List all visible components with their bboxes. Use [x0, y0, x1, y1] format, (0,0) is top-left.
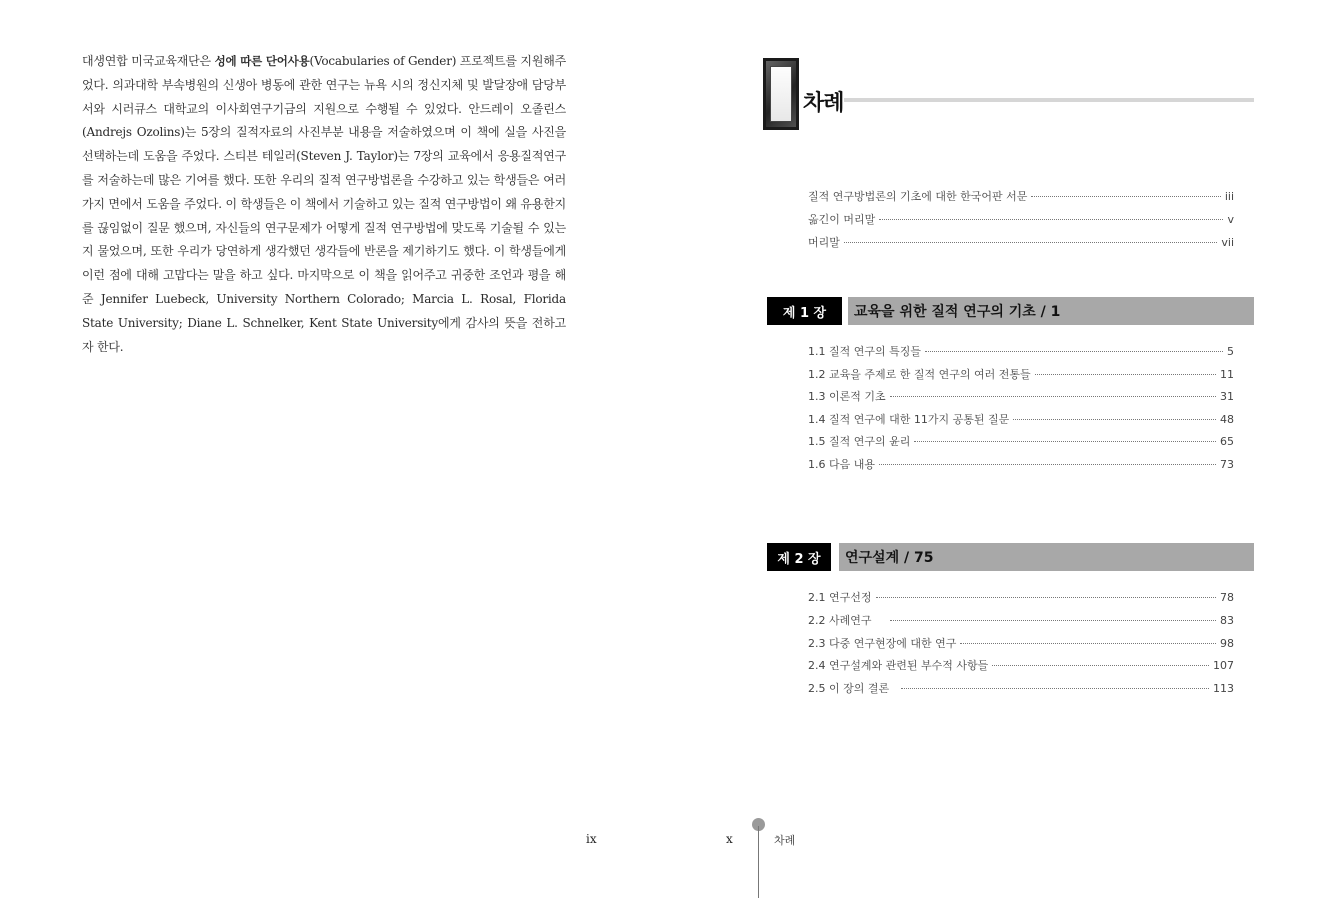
toc-entry-page: 65	[1220, 435, 1234, 448]
acknowledgements-paragraph	[82, 50, 566, 359]
toc-entry-label: 질적 연구방법론의 기초에 대한 한국어판 서문	[808, 190, 1028, 203]
toc-entry-label: 2.2 사례연구	[808, 614, 872, 627]
toc-entry[interactable]	[808, 366, 1234, 382]
toc-entry[interactable]	[808, 456, 1234, 472]
acknowledgements-text	[82, 50, 566, 359]
toc-entry-label: 1.1 질적 연구의 특징들	[808, 345, 921, 358]
toc-entry[interactable]	[808, 635, 1234, 651]
page-number-right: x	[726, 832, 733, 846]
toc-entry-label: 옮긴이 머리말	[808, 213, 876, 226]
leader-dots	[879, 464, 1216, 465]
chapter-number: 제 2 장	[767, 543, 831, 571]
toc-entry-page: 78	[1220, 591, 1234, 604]
toc-entry-page: 107	[1213, 659, 1234, 672]
leader-dots	[1013, 419, 1216, 420]
toc-entry[interactable]	[808, 657, 1234, 673]
leader-dots	[960, 643, 1216, 644]
toc-entry-page: 98	[1220, 637, 1234, 650]
toc-entry[interactable]	[808, 211, 1234, 227]
toc-entry-label: 2.1 연구선정	[808, 591, 872, 604]
toc-entry-label: 2.3 다중 연구현장에 대한 연구	[808, 637, 957, 650]
toc-entry-page: iii	[1224, 190, 1234, 203]
toc-title-rule	[844, 98, 1254, 102]
leader-dots	[890, 396, 1216, 397]
footer-vertical-rule	[758, 826, 759, 898]
toc-entry[interactable]	[808, 433, 1234, 449]
toc-entry-page: 73	[1220, 458, 1234, 471]
leader-dots	[914, 441, 1216, 442]
leader-dots	[890, 620, 1217, 621]
toc-entry[interactable]	[808, 234, 1234, 250]
text-segment-1: 대생연합 미국교육재단은	[82, 54, 215, 68]
toc-entry[interactable]	[808, 680, 1234, 696]
toc-entry-page: 48	[1220, 413, 1234, 426]
chapter-title: 연구설계 / 75	[839, 543, 1254, 571]
leader-dots	[992, 665, 1209, 666]
leader-dots	[876, 597, 1217, 598]
toc-title: 차례	[803, 91, 844, 116]
toc-entry[interactable]	[808, 589, 1234, 605]
chapter-1-header[interactable]	[767, 297, 1254, 325]
leader-dots	[844, 242, 1217, 243]
toc-entry-label: 2.5 이 장의 결론	[808, 682, 890, 695]
leader-dots	[1031, 196, 1220, 197]
toc-entry-label: 2.4 연구설계와 관련된 부수적 사항들	[808, 659, 989, 672]
toc-entry-label: 1.4 질적 연구에 대한 11가지 공통된 질문	[808, 413, 1010, 426]
toc-entry-label: 1.6 다음 내용	[808, 458, 875, 471]
leader-dots	[925, 351, 1223, 352]
toc-entry-page: 11	[1220, 368, 1234, 381]
bold-phrase: 성에 따른 단어사용	[214, 54, 310, 68]
chapter-number: 제 1 장	[767, 297, 842, 325]
frame-ornament-icon	[763, 58, 799, 130]
toc-entry-page: 113	[1213, 682, 1234, 695]
running-head: 차례	[774, 834, 796, 847]
leader-dots	[901, 688, 1209, 689]
toc-entry[interactable]	[808, 343, 1234, 359]
toc-entry-label: 머리말	[808, 236, 840, 249]
toc-entry[interactable]	[808, 388, 1234, 404]
toc-entry[interactable]	[808, 612, 1234, 628]
toc-entry-page: 31	[1220, 390, 1234, 403]
toc-entry-label: 1.5 질적 연구의 윤리	[808, 435, 911, 448]
toc-entry[interactable]	[808, 411, 1234, 427]
toc-entry-page: v	[1227, 213, 1234, 226]
toc-entry-label: 1.3 이론적 기초	[808, 390, 886, 403]
text-segment-2: (Vocabularies of Gender) 프로젝트를 지원해주었다. 의과대학 부속병원의 신생아 병동에 관한 연구는 뉴욕 시의 정신지체 및 발달장애 담당부서와 시러큐스 대학교의 이사회연구기금의 지원으로 수행될 수 있었다. 안드레이 오졸린스(Andrejs Ozolins)는 5장의 질적자료의 사진부분 내용을 저술하였으며 이 책에 실을 사진을 선택하는데 도움을 주었다. 스티븐 테일러(Steven J. Taylor)는 7장의 교육에서 응용질적연구를 저술하는데 많은 기여를 했다. 또한 우리의 질적 연구방법론을 수강하고 있는 학생들은 여러 가지 면에서 도움을 주었다. 이 학생들은 이 책에서 기술하고 있는 질적 연구방법이 왜 유용한지를 끊임없이 질문 했으며, 자신들의 연구문제가 어떻게 질적 연구방법에 맞도록 기술될 수 있는지 물었으며, 또한 우리가 당연하게 생각했던 생각들에 반론을 제기하기도 했다. 이 학생들에게 이런 점에 대해 고맙다는 말을 하고 싶다. 마지막으로 이 책을 읽어주고 귀중한 조언과 평을 해준 Jennifer Luebeck, University Northern Colorado; Marcia L. Rosal, Florida State University; Diane L. Schnelker, Kent State University에게 감사의 뜻을 전하고자 한다.	[82, 54, 566, 354]
chapter-2-header[interactable]	[767, 543, 1254, 571]
toc-entry[interactable]	[808, 188, 1234, 204]
leader-dots	[1035, 374, 1216, 375]
leader-dots	[879, 219, 1223, 220]
page-number-left: ix	[586, 832, 597, 846]
toc-entry-page: vii	[1221, 236, 1234, 249]
toc-entry-label: 1.2 교육을 주제로 한 질적 연구의 여러 전통들	[808, 368, 1031, 381]
toc-entry-page: 83	[1220, 614, 1234, 627]
toc-entry-page: 5	[1227, 345, 1234, 358]
chapter-title: 교육을 위한 질적 연구의 기초 / 1	[848, 297, 1254, 325]
